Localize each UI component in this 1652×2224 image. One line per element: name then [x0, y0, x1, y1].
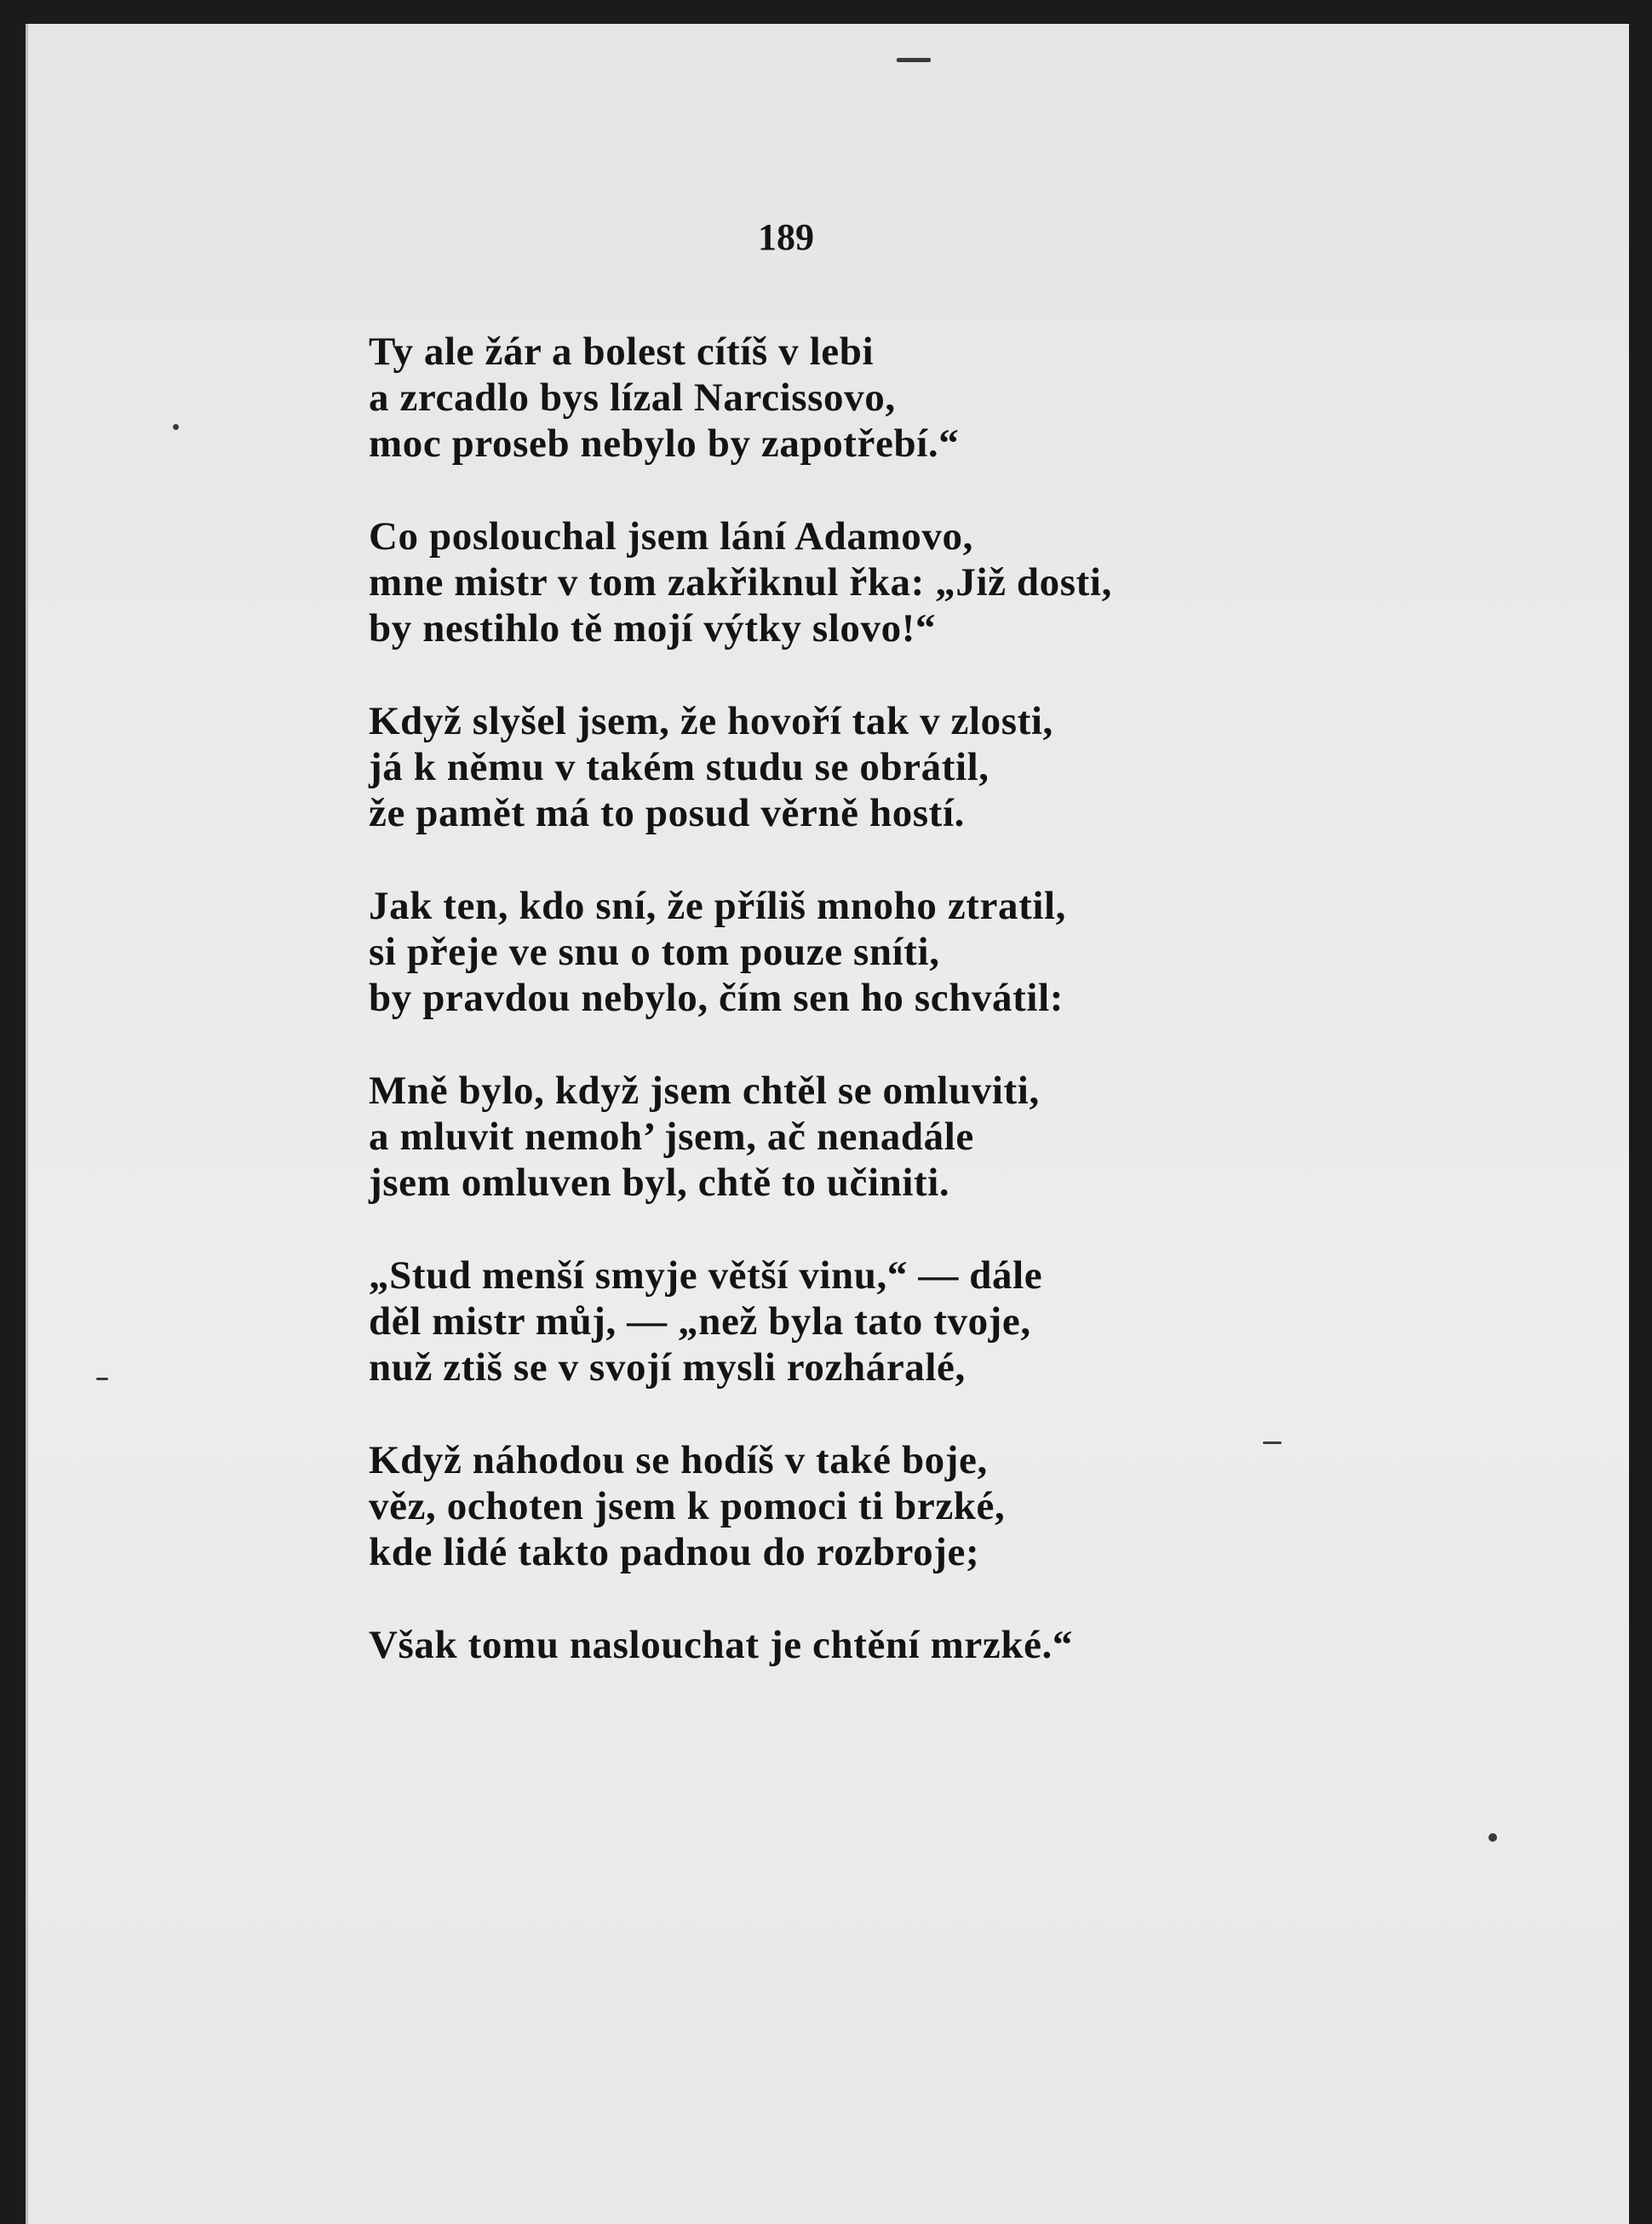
verse-line: Když náhodou se hodíš v také boje,: [369, 1438, 988, 1482]
verse-line: by nestihlo tě mojí výtky slovo!“: [369, 606, 937, 651]
verse-line: že pamět má to posud věrně hostí.: [369, 791, 965, 835]
page-number: 189: [758, 216, 814, 258]
verse-line: Když slyšel jsem, že hovoří tak v zlosti,: [369, 699, 1053, 743]
scan-speck: [1489, 1833, 1497, 1842]
verse-line: kde lidé takto padnou do rozbroje;: [369, 1530, 980, 1574]
stanza-5: [369, 1068, 1112, 1206]
verse-line: a zrcadlo bys lízal Narcissovo,: [369, 375, 896, 420]
scan-speck: [1263, 1442, 1282, 1444]
verse-line: Jak ten, kdo sní, že příliš mnoho ztratil,: [369, 884, 1067, 928]
verse-line: mne mistr v tom zakřiknul řka: „Již dosti,: [369, 560, 1112, 605]
verse-line: věz, ochoten jsem k pomoci ti brzké,: [369, 1484, 1006, 1528]
verse-line: nuž ztiš se v svojí mysli rozháralé,: [369, 1345, 966, 1390]
verse-line: děl mistr můj, — „než byla tato tvoje,: [369, 1299, 1031, 1344]
scan-speck: [96, 1378, 108, 1380]
stanza-4: [369, 883, 1112, 1021]
verse-line: moc proseb nebylo by zapotřebí.“: [369, 421, 960, 466]
stanza-2: [369, 513, 1112, 651]
scan-speck: [897, 58, 931, 62]
scan-speck: [173, 424, 179, 430]
paper-sheet: [26, 24, 1629, 2224]
verse-line: a mluvit nemoh’ jsem, ač nenadále: [369, 1115, 974, 1159]
verse-line: Co poslouchal jsem lání Adamovo,: [369, 514, 973, 559]
stanza-1: [369, 329, 1112, 467]
verse-line: já k němu v takém studu se obrátil,: [369, 745, 989, 789]
verse-line: si přeje ve snu o tom pouze sníti,: [369, 930, 940, 974]
poem-text: [369, 329, 1112, 1807]
stanza-6: [369, 1252, 1112, 1390]
stanza-3: [369, 698, 1112, 836]
verse-line: jsem omluven byl, chtě to učiniti.: [369, 1161, 950, 1205]
stanza-7: [369, 1437, 1112, 1575]
verse-line: Ty ale žár a bolest cítíš v lebi: [369, 330, 875, 374]
verse-line: Však tomu naslouchat je chtění mrzké.“: [369, 1623, 1073, 1667]
verse-line: by pravdou nebylo, čím sen ho schvátil:: [369, 976, 1064, 1020]
stanza-8: [369, 1622, 1112, 1760]
verse-line: Mně bylo, když jsem chtěl se omluviti,: [369, 1069, 1040, 1113]
verse-line: „Stud menší smyje větší vinu,“ — dále: [369, 1253, 1043, 1298]
